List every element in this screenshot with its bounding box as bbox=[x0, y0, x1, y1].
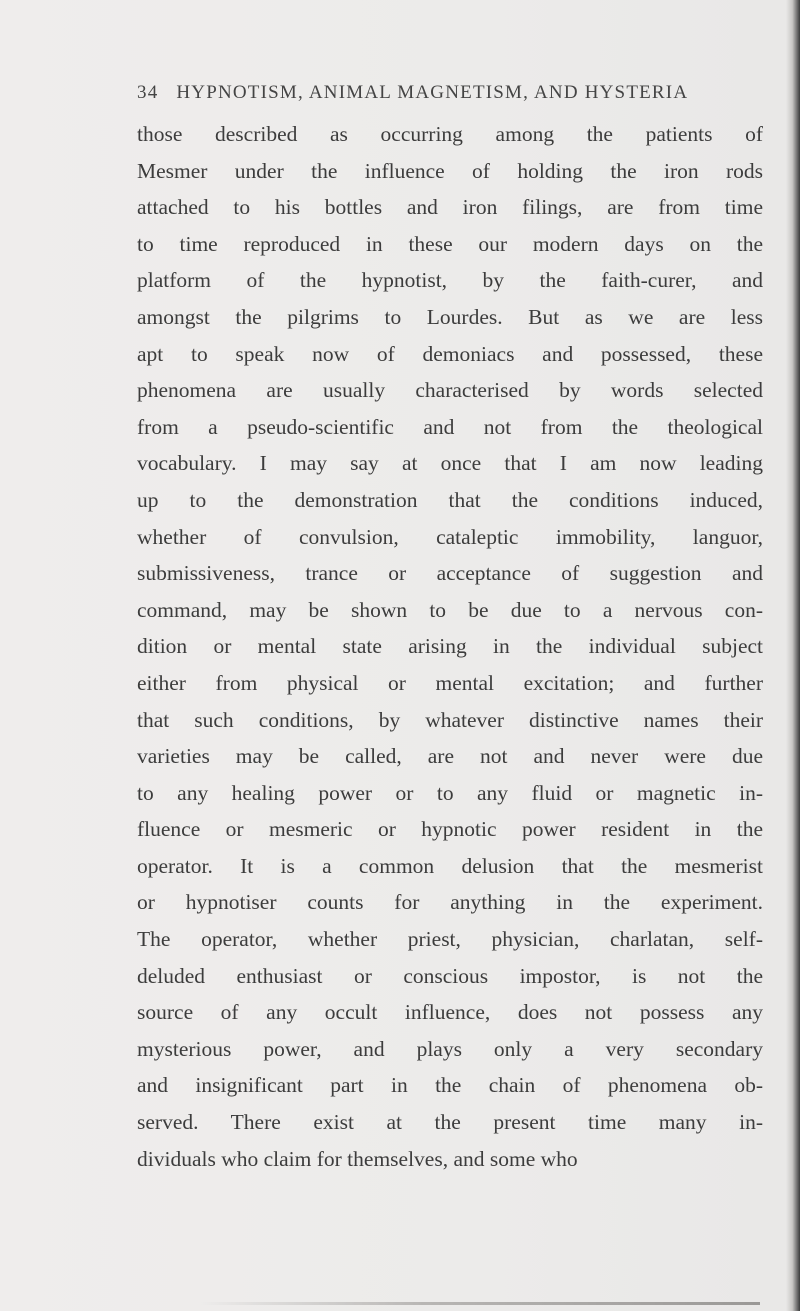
text-line: from a pseudo-scientific and not from the theological bbox=[137, 414, 763, 439]
text-line: dition or mental state arising in the individual subject bbox=[137, 634, 763, 659]
text-line: deluded enthusiast or conscious impostor, is not the bbox=[137, 963, 763, 988]
text-line: served. There exist at the present time many in- bbox=[137, 1110, 763, 1135]
page-number: 34 bbox=[137, 82, 159, 103]
page-bottom-edge bbox=[200, 1302, 760, 1305]
page-binding-edge bbox=[786, 0, 800, 1311]
text-line: vocabulary. I may say at once that I am now leading bbox=[137, 451, 763, 476]
running-header bbox=[137, 82, 762, 104]
text-line: those described as occurring among the patients of bbox=[137, 122, 763, 146]
text-line: apt to speak now of demoniacs and possessed, these bbox=[137, 341, 763, 366]
text-line: Mesmer under the influence of holding the iron rods bbox=[137, 158, 763, 183]
text-line: command, may be shown to be due to a nervous con- bbox=[137, 597, 763, 622]
text-line: to time reproduced in these our modern days on the bbox=[137, 231, 763, 256]
text-line: either from physical or mental excitation; and further bbox=[137, 670, 763, 695]
text-line: platform of the hypnotist, by the faith-curer, and bbox=[137, 268, 763, 293]
text-line: fluence or mesmeric or hypnotic power resident in the bbox=[137, 817, 763, 842]
text-line: submissiveness, trance or acceptance of suggestion and bbox=[137, 561, 763, 586]
text-line: mysterious power, and plays only a very secondary bbox=[137, 1036, 763, 1061]
text-line: that such conditions, by whatever distinctive names their bbox=[137, 707, 763, 732]
text-line: dividuals who claim for themselves, and some who bbox=[137, 1146, 578, 1171]
text-line: phenomena are usually characterised by words selected bbox=[137, 378, 763, 403]
text-line: up to the demonstration that the conditions induced, bbox=[137, 487, 763, 512]
text-line: The operator, whether priest, physician, charlatan, self- bbox=[137, 927, 763, 952]
running-title: HYPNOTISM, ANIMAL MAGNETISM, AND HYSTERIA bbox=[176, 82, 689, 103]
text-line: source of any occult influence, does not possess any bbox=[137, 1000, 763, 1025]
text-line: and insignificant part in the chain of phenomena ob- bbox=[137, 1073, 763, 1098]
text-line: attached to his bottles and iron filings, are from time bbox=[137, 195, 763, 220]
body-text bbox=[137, 116, 763, 1177]
text-line: whether of convulsion, cataleptic immobility, languor, bbox=[137, 524, 763, 549]
text-line: amongst the pilgrims to Lourdes. But as we are less bbox=[137, 304, 763, 329]
text-line: operator. It is a common delusion that the mesmerist bbox=[137, 853, 763, 878]
text-line: varieties may be called, are not and never were due bbox=[137, 744, 763, 769]
text-line: to any healing power or to any fluid or magnetic in- bbox=[137, 780, 763, 805]
text-line: or hypnotiser counts for anything in the experiment. bbox=[137, 890, 763, 915]
